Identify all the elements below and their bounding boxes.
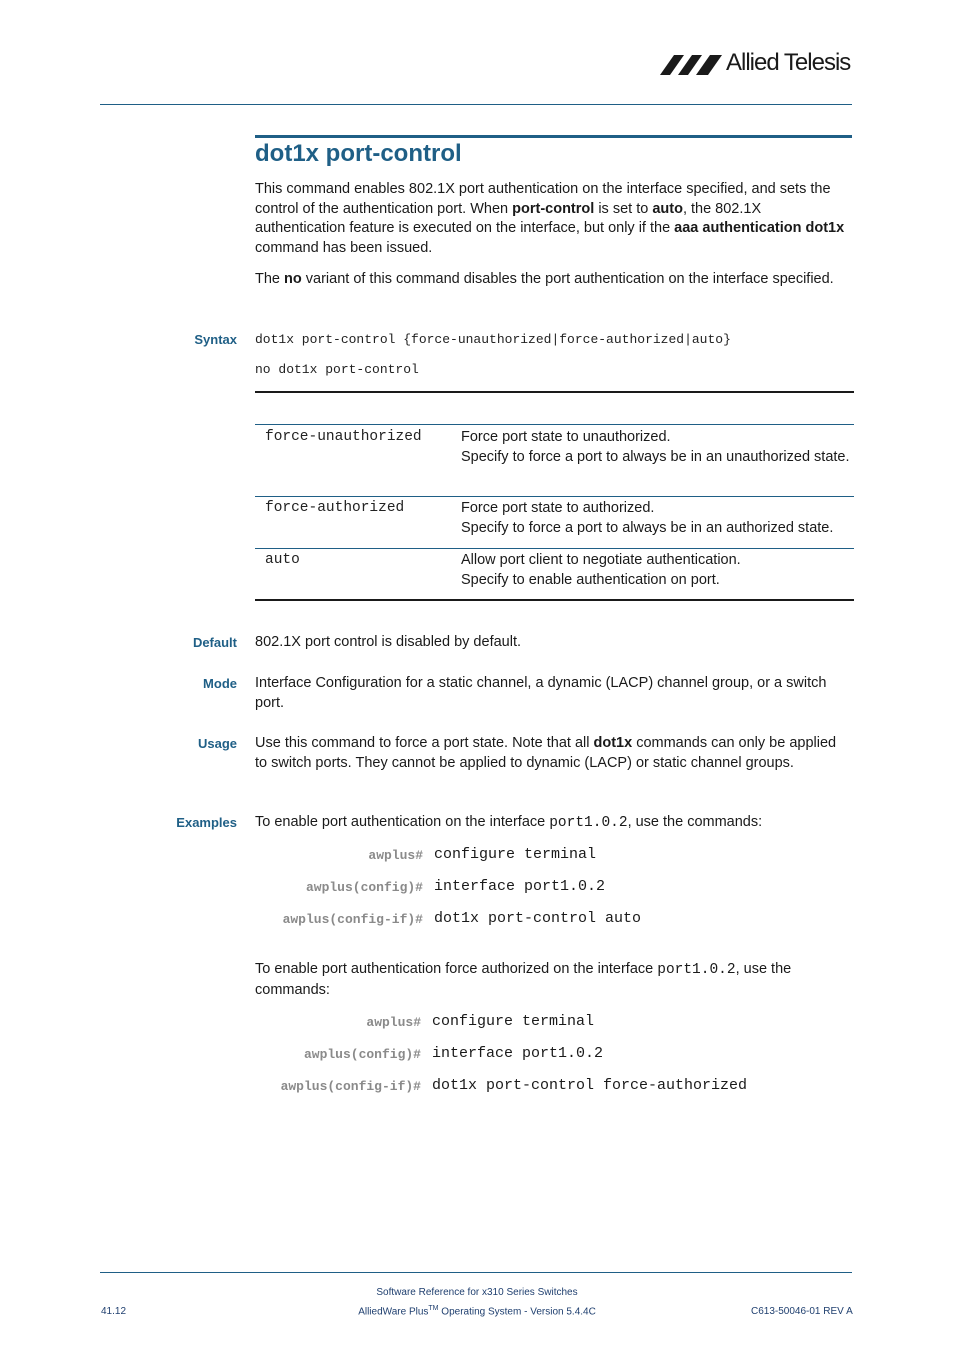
- footer-product-name: AlliedWare Plus: [358, 1306, 429, 1318]
- intro-text: command has been issued.: [255, 239, 433, 256]
- table-row-rule: [255, 548, 854, 549]
- default-text: 802.1X port control is disabled by default.: [255, 634, 521, 650]
- usage-text-part: Use this command to force a port state. Note that all: [255, 735, 594, 751]
- param-desc-line: Specify to force a port to always be in an authorized state.: [461, 519, 834, 536]
- intro-text: is set to: [594, 200, 653, 217]
- footer-title: Software Reference for x310 Series Switches: [376, 1287, 578, 1298]
- allied-telesis-logo: [660, 49, 855, 78]
- footer-version: Operating System - Version 5.4.4C: [438, 1306, 596, 1318]
- syntax-line-2: no dot1x port-control: [255, 362, 419, 377]
- cli-command: configure terminal: [432, 1013, 595, 1030]
- cli-command: interface port1.0.2: [432, 1045, 604, 1062]
- table-header-rule: [255, 424, 854, 425]
- usage-label: Usage: [197, 736, 237, 751]
- cli-prompt: awplus(config-if)#: [280, 1079, 421, 1094]
- intro-bold-no: no: [284, 271, 302, 287]
- intro-text: , the 802.1X authentication feature is executed on the interface, but only if the: [255, 200, 762, 236]
- example-2-intro: [255, 960, 851, 1000]
- usage-text: [255, 734, 851, 773]
- table-row-rule: [255, 496, 854, 497]
- logo-mark-icon: [660, 54, 722, 76]
- cli-command: configure terminal: [434, 846, 597, 863]
- logo-text: Allied Telesis: [726, 49, 851, 76]
- examples-label: Examples: [176, 815, 237, 830]
- table-bottom-rule: [255, 599, 854, 601]
- param-keyword: force-authorized: [265, 500, 405, 516]
- cli-prompt: awplus(config-if)#: [282, 912, 423, 927]
- usage-bold-dot1x: dot1x: [593, 735, 633, 751]
- intro-bold-auto: auto: [652, 200, 683, 217]
- usage-text-part: commands can only be applied to switch ports. They cannot be applied to dynamic (LACP) or static channel groups.: [255, 735, 837, 771]
- param-desc-line: Force port state to unauthorized.: [461, 429, 671, 445]
- param-description: [461, 428, 851, 467]
- mode-text: Interface Configuration for a static channel, a dynamic (LACP) channel group, or a switch port.: [255, 675, 827, 711]
- intro-bold-port-control: port-control: [512, 200, 595, 217]
- param-desc-line: Force port state to authorized.: [461, 500, 655, 516]
- param-desc-line: Specify to force a port to always be in an unauthorized state.: [461, 448, 850, 465]
- cli-command: dot1x port-control auto: [434, 910, 642, 927]
- param-description: [461, 499, 851, 538]
- intro-bold-aaa: aaa authentication dot1x: [674, 220, 845, 236]
- intro-text: variant of this command disables the port authentication on the interface specified.: [301, 271, 834, 287]
- param-desc-line: Allow port client to negotiate authentication.: [461, 552, 741, 568]
- cli-command: interface port1.0.2: [434, 878, 606, 895]
- intro-text: The: [255, 271, 285, 287]
- cli-prompt: awplus#: [368, 848, 423, 863]
- cli-command: dot1x port-control force-authorized: [432, 1077, 748, 1094]
- document-id: C613-50046-01 REV A: [751, 1306, 853, 1317]
- title-bar: [255, 135, 852, 138]
- param-keyword: auto: [265, 552, 300, 568]
- footer-trademark: TM: [428, 1305, 439, 1312]
- example-1-intro: [255, 813, 851, 834]
- param-description: [461, 551, 851, 590]
- page-title: dot1x port-control: [255, 140, 462, 167]
- param-keyword: force-unauthorized: [265, 429, 422, 445]
- cli-prompt: awplus(config)#: [305, 880, 423, 895]
- default-label: Default: [192, 635, 237, 650]
- footer-rule: [100, 1272, 852, 1273]
- intro-paragraph-1: [255, 180, 851, 258]
- header-rule: [100, 104, 852, 105]
- example-interface-name: port1.0.2: [657, 962, 736, 978]
- example-intro-text: To enable port authentication force authorized on the interface: [255, 961, 658, 977]
- example-interface-name: port1.0.2: [549, 815, 628, 831]
- param-desc-line: Specify to enable authentication on port.: [461, 571, 720, 588]
- example-intro-text: To enable port authentication on the interface: [255, 814, 550, 830]
- syntax-line-1: dot1x port-control {force-unauthorized|force-authorized|auto}: [255, 332, 731, 347]
- page-number: 41.12: [101, 1306, 127, 1317]
- syntax-label: Syntax: [194, 332, 237, 347]
- intro-text: This command enables 802.1X port authentication on the interface specified, and sets the control of the authentication port. When: [255, 181, 831, 217]
- intro-paragraph-2: [255, 270, 851, 290]
- example-intro-text: , use the commands:: [255, 961, 792, 998]
- table-top-rule: [255, 391, 854, 393]
- cli-prompt: awplus(config)#: [303, 1047, 421, 1062]
- cli-prompt: awplus#: [366, 1015, 421, 1030]
- mode-label: Mode: [203, 676, 237, 691]
- example-intro-text: , use the commands:: [627, 814, 763, 830]
